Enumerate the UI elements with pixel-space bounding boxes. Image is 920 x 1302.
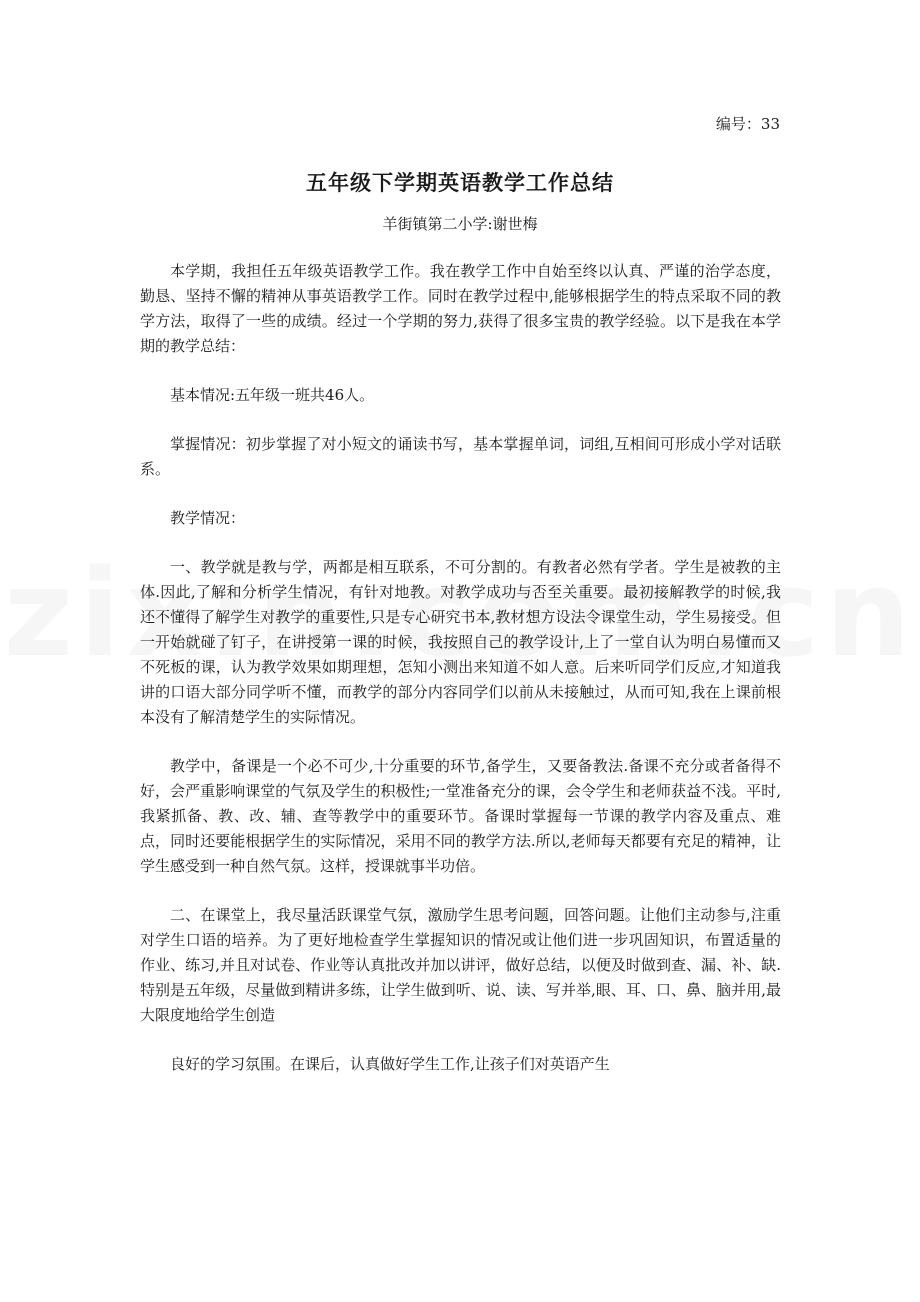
- paragraph-section-one: 一、教学就是教与学，两都是相互联系，不可分割的。有教者必然有学者。学生是被教的主体.因此,了解和分析学生情况，有针对地教。对教学成功与否至关重要。最初接解教学的时候,我还不懂得了解学生对教学的重要性,只是专心研究书本,教材想方设法令课堂生动，学生易接受。但一开始就碰了钉子，在讲授第一课的时候，我按照自己的教学设计,上了一堂自认为明白易懂而又不死板的课，认为教学效果如期理想，怎知小测出来知道不如人意。后来听同学们反应,才知道我讲的口语大部分同学听不懂，而教学的部分内容同学们以前从未接触过，从而可知,我在上课前根本没有了解清楚学生的实际情况。: [140, 558, 781, 726]
- author-line: 羊街镇第二小学:谢世梅: [382, 215, 538, 233]
- page-title: 五年级下学期英语教学工作总结: [306, 171, 614, 195]
- paragraph-continued: 良好的学习氛围。在课后，认真做好学生工作,让孩子们对英语产生: [170, 1055, 610, 1073]
- paragraph-section-two: 二、在课堂上，我尽量活跃课堂气氛，激励学生思考问题，回答问题。让他们主动参与,注重对学生口语的培养。为了更好地检查学生掌握知识的情况或让他们进一步巩固知识，布置适量的作业、练习,并且对试卷、作业等认真批改并加以讲评，做好总结，以便及时做到查、漏、补、缺.特别是五年级，尽量做到精讲多练，让学生做到听、说、读、写并举,眼、耳、口、鼻、脑并用,最大限度地给学生创造: [140, 906, 781, 1024]
- paragraph-lesson-prep: 教学中，备课是一个必不可少,十分重要的环节,备学生，又要备教法.备课不充分或者备得不好，会严重影响课堂的气氛及学生的积极性;一堂准备充分的课，会令学生和老师获益不浅。平时,我紧抓备、教、改、辅、查等教学中的重要环节。备课时掌握每一节课的教学内容及重点、难点，同时还要能根据学生的实际情况，采用不同的教学方法.所以,老师每天都要有充足的精神，让学生感受到一种自然气氛。这样，授课就事半功倍。: [140, 757, 781, 875]
- paragraph-intro: 本学期，我担任五年级英语教学工作。我在教学工作中自始至终以认真、严谨的治学态度，勤恳、坚持不懈的精神从事英语教学工作。同时在教学过程中,能够根据学生的特点采取不同的教学方法，取得了一些的成绩。经过一个学期的努力,获得了很多宝贵的教学经验。以下是我在本学期的教学总结：: [140, 262, 781, 355]
- body-text: [140, 259, 781, 1101]
- paragraph-mastery: 掌握情况：初步掌握了对小短文的诵读书写，基本掌握单词，词组,互相间可形成小学对话联系。: [140, 435, 781, 478]
- paragraph-basic-info: 基本情况:五年级一班共46人。: [170, 386, 375, 404]
- paragraph-teaching-heading: 教学情况：: [170, 509, 246, 527]
- document-number: 编号：33: [715, 115, 780, 133]
